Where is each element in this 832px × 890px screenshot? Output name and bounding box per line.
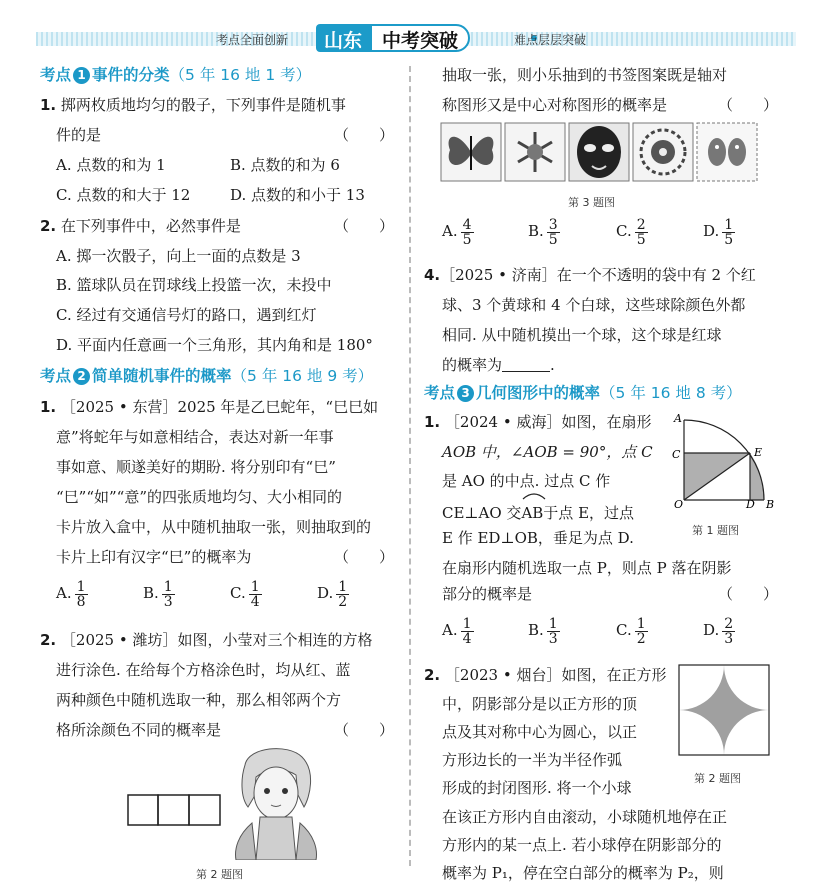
- point-label-c: C: [672, 448, 681, 461]
- question-line: 在扇形内随机选取一点 P，则点 P 落在阴影: [442, 559, 732, 577]
- fraction: [336, 580, 349, 609]
- option-label: A.: [442, 222, 458, 240]
- question-line-text: 于点 E，过点: [543, 504, 635, 522]
- heading-meta: （5 年 16 地 1 考）: [169, 66, 312, 84]
- numerator: 1: [250, 578, 260, 595]
- numerator: 3: [548, 216, 558, 233]
- question-number: 4.: [424, 266, 441, 284]
- question-line: 概率为 P₁，停在空白部分的概率为 P₂，则: [442, 864, 724, 882]
- question-line: 格所涂颜色不同的概率是: [56, 721, 222, 739]
- heading-meta: （5 年 16 地 8 考）: [600, 384, 742, 402]
- question-line: 是 AO 的中点. 过点 C 作: [442, 472, 611, 490]
- point-label-b: B: [766, 498, 775, 510]
- question-line: AOB 中，∠AOB = 90°，点 C: [442, 443, 653, 461]
- option-b: [528, 615, 560, 646]
- numerator: 1: [462, 615, 472, 632]
- question-line: 球、3 个黄球和 4 个白球，这些球除颜色外都: [442, 296, 746, 314]
- section-heading-1: [40, 60, 311, 90]
- option-d: [703, 216, 735, 247]
- point-label-e: E: [754, 446, 763, 459]
- question-line: ［2024 • 威海］如图，在扇形: [444, 413, 652, 431]
- option-d: D. 平面内任意画一个三角形，其内角和是 180°: [56, 336, 373, 354]
- question-line: 称图形又是中心对称图形的概率是: [442, 96, 668, 114]
- denominator: 4: [250, 593, 260, 610]
- section-heading-3: [424, 378, 742, 408]
- snowflake-bookmark-icon: [505, 123, 565, 181]
- point-label-o: O: [674, 498, 684, 510]
- answer-paren: （ ）: [718, 96, 779, 114]
- arc-mark-icon: [521, 492, 547, 500]
- fraction: [461, 617, 474, 646]
- fraction: [635, 617, 648, 646]
- question-line: 事如意、顺遂美好的期盼. 将分别印有“巳”: [56, 458, 336, 476]
- option-a: A. 掷一次骰子，向上一面的点数是 3: [56, 247, 301, 265]
- denominator: 3: [724, 630, 734, 647]
- option-c: C. 点数的和大于 12: [56, 186, 191, 204]
- heading-title: 几何图形中的概率: [476, 384, 601, 402]
- fraction: [75, 580, 88, 609]
- option-c: [230, 578, 262, 609]
- heading-number: 3: [457, 385, 474, 402]
- heading-prefix: 考点: [40, 66, 72, 84]
- numerator: 2: [724, 615, 734, 632]
- question-line: 掷两枚质地均匀的骰子，下列事件是随机事: [60, 96, 346, 114]
- question-line: “巳”“如”“意”的四张质地均匀、大小相同的: [56, 488, 343, 506]
- figure-caption: 第 2 题图: [694, 772, 741, 785]
- question-number: 2.: [40, 217, 57, 235]
- option-b: B. 点数的和为 6: [230, 156, 340, 174]
- butterfly-bookmark-icon: [441, 123, 501, 181]
- question-text: [424, 260, 756, 290]
- question-line-text: 的概率为: [442, 356, 503, 374]
- question-number: 2.: [40, 631, 57, 649]
- header-badge-title: 中考突破: [370, 24, 470, 52]
- point-label-a: A: [674, 412, 682, 425]
- answer-paren: （ ）: [334, 721, 395, 739]
- question-line: 中，阴影部分是以正方形的顶: [442, 695, 638, 713]
- section-heading-2: [40, 361, 373, 391]
- heading-title: 事件的分类: [92, 66, 170, 84]
- denominator: 4: [462, 630, 472, 647]
- fraction: [547, 617, 560, 646]
- fraction: [722, 218, 735, 247]
- sector-figure: [672, 408, 782, 510]
- denominator: 2: [338, 593, 348, 610]
- denominator: 5: [548, 231, 558, 248]
- question-text: [40, 90, 346, 120]
- question-line: 两种颜色中随机选取一种，那么相邻两个方: [56, 691, 342, 709]
- option-label: B.: [528, 222, 544, 240]
- option-b: [143, 578, 175, 609]
- point-label-d: D: [746, 498, 755, 510]
- option-c: [616, 216, 648, 247]
- option-a: A. 点数的和为 1: [56, 156, 166, 174]
- numerator: 1: [76, 578, 86, 595]
- denominator: 3: [163, 593, 173, 610]
- answer-paren: （ ）: [334, 548, 395, 566]
- option-label: D.: [317, 584, 334, 602]
- question-text: [424, 660, 666, 690]
- heading-title: 简单随机事件的概率: [92, 367, 232, 385]
- fraction: [162, 580, 175, 609]
- fish-bookmark-icon: [697, 123, 757, 181]
- header-left-text: 考点全面创新: [216, 33, 289, 47]
- question-line: [442, 350, 555, 380]
- answer-paren: （ ）: [334, 217, 395, 235]
- heading-number: 1: [73, 67, 90, 84]
- option-d: [317, 578, 349, 609]
- bookmark-images: [440, 122, 760, 184]
- option-label: B.: [528, 621, 544, 639]
- option-c: [616, 615, 648, 646]
- question-line: ［2025 • 潍坊］如图，小莹对三个相连的方格: [60, 631, 373, 649]
- question-text: [40, 392, 378, 422]
- mandala-bookmark-icon: [633, 123, 693, 181]
- question-line: 相同. 从中随机摸出一个球，这个球是红球: [442, 326, 722, 344]
- numerator: 1: [724, 216, 734, 233]
- question-line: ［2023 • 烟台］如图，在正方形: [444, 666, 667, 684]
- question-number: 2.: [424, 666, 441, 684]
- question-number: 1.: [40, 96, 57, 114]
- question-line: 件的是: [56, 126, 102, 144]
- fraction: [722, 617, 735, 646]
- header-badge-region: 山东: [316, 24, 370, 52]
- figure-caption: 第 3 题图: [568, 196, 615, 209]
- option-label: B.: [143, 584, 159, 602]
- fraction: [635, 218, 648, 247]
- figure-caption: 第 2 题图: [196, 868, 243, 881]
- question-line: 方形边长的一半为半径作弧: [442, 751, 623, 769]
- heading-prefix: 考点: [40, 367, 72, 385]
- question-2-figure: [120, 745, 360, 860]
- option-label: A.: [56, 584, 72, 602]
- answer-blank[interactable]: [502, 355, 550, 372]
- numerator: 1: [163, 578, 173, 595]
- option-label: C.: [616, 621, 632, 639]
- question-text: [40, 211, 241, 241]
- fraction: [547, 218, 560, 247]
- question-line: 卡片放入盒中，从中随机抽取一张，则抽取到的: [56, 518, 372, 536]
- option-b: [528, 216, 560, 247]
- option-a: [56, 578, 88, 609]
- numerator: 1: [636, 615, 646, 632]
- option-label: C.: [230, 584, 246, 602]
- arc-label: AB: [521, 504, 544, 522]
- fraction: [249, 580, 262, 609]
- option-label: D.: [703, 222, 720, 240]
- question-text: [40, 625, 372, 655]
- question-line: ［2025 • 济南］在一个不透明的袋中有 2 个红: [440, 266, 756, 284]
- question-line-end: .: [550, 356, 555, 374]
- question-number: 1.: [40, 398, 57, 416]
- numerator: 2: [636, 216, 646, 233]
- numerator: 1: [338, 578, 348, 595]
- question-line: 进行涂色. 在给每个方格涂色时，均从红、蓝: [56, 661, 351, 679]
- three-square-grid: [128, 795, 220, 825]
- question-line: 形成的封闭图形. 将一个小球: [442, 779, 632, 797]
- question-number: 1.: [424, 413, 441, 431]
- right-column: [410, 0, 832, 882]
- heading-meta: （5 年 16 地 9 考）: [231, 367, 374, 385]
- question-line: 点及其对称中心为圆心，以正: [442, 723, 638, 741]
- question-line: 抽取一张，则小乐抽到的书签图案既是轴对: [442, 66, 728, 84]
- figure-caption: 第 1 题图: [692, 524, 739, 537]
- option-label: C.: [616, 222, 632, 240]
- option-label: A.: [442, 621, 458, 639]
- denominator: 2: [636, 630, 646, 647]
- numerator: 4: [462, 216, 472, 233]
- girl-illustration-icon: [236, 749, 317, 860]
- mask-bookmark-icon: [569, 123, 629, 181]
- question-line-text: CE⊥AO 交: [442, 504, 522, 522]
- denominator: 5: [636, 231, 646, 248]
- denominator: 5: [724, 231, 734, 248]
- question-line: 在该正方形内自由滚动，小球随机地停在正: [442, 808, 728, 826]
- denominator: 8: [76, 593, 86, 610]
- question-line: 在下列事件中，必然事件是: [60, 217, 241, 235]
- square-figure: [676, 662, 772, 758]
- left-column: [0, 0, 405, 881]
- question-line: 方形内的某一点上. 若小球停在阴影部分的: [442, 836, 722, 854]
- answer-paren: （ ）: [718, 585, 779, 603]
- fraction: [461, 218, 474, 247]
- option-d: [703, 615, 735, 646]
- option-b: B. 篮球队员在罚球线上投篮一次，未投中: [56, 276, 332, 294]
- question-line: 卡片上印有汉字“巳”的概率为: [56, 548, 252, 566]
- numerator: 1: [548, 615, 558, 632]
- question-line: E 作 ED⊥OB，垂足为点 D.: [442, 529, 634, 547]
- denominator: 5: [462, 231, 472, 248]
- option-d: D. 点数的和小于 13: [230, 186, 365, 204]
- denominator: 3: [548, 630, 558, 647]
- question-line: 意”将蛇年与如意相结合，表达对新一年事: [56, 428, 334, 446]
- option-label: D.: [703, 621, 720, 639]
- option-a: [442, 615, 474, 646]
- header-right-text: 难点层层突破: [514, 33, 587, 47]
- question-text: [424, 407, 651, 437]
- heading-number: 2: [73, 368, 90, 385]
- answer-paren: （ ）: [334, 126, 395, 144]
- question-line: 部分的概率是: [442, 585, 533, 603]
- question-line: ［2025 • 东营］2025 年是乙巳蛇年，“巳巳如: [60, 398, 379, 416]
- option-c: C. 经过有交通信号灯的路口，遇到红灯: [56, 306, 317, 324]
- heading-prefix: 考点: [424, 384, 456, 402]
- option-a: [442, 216, 474, 247]
